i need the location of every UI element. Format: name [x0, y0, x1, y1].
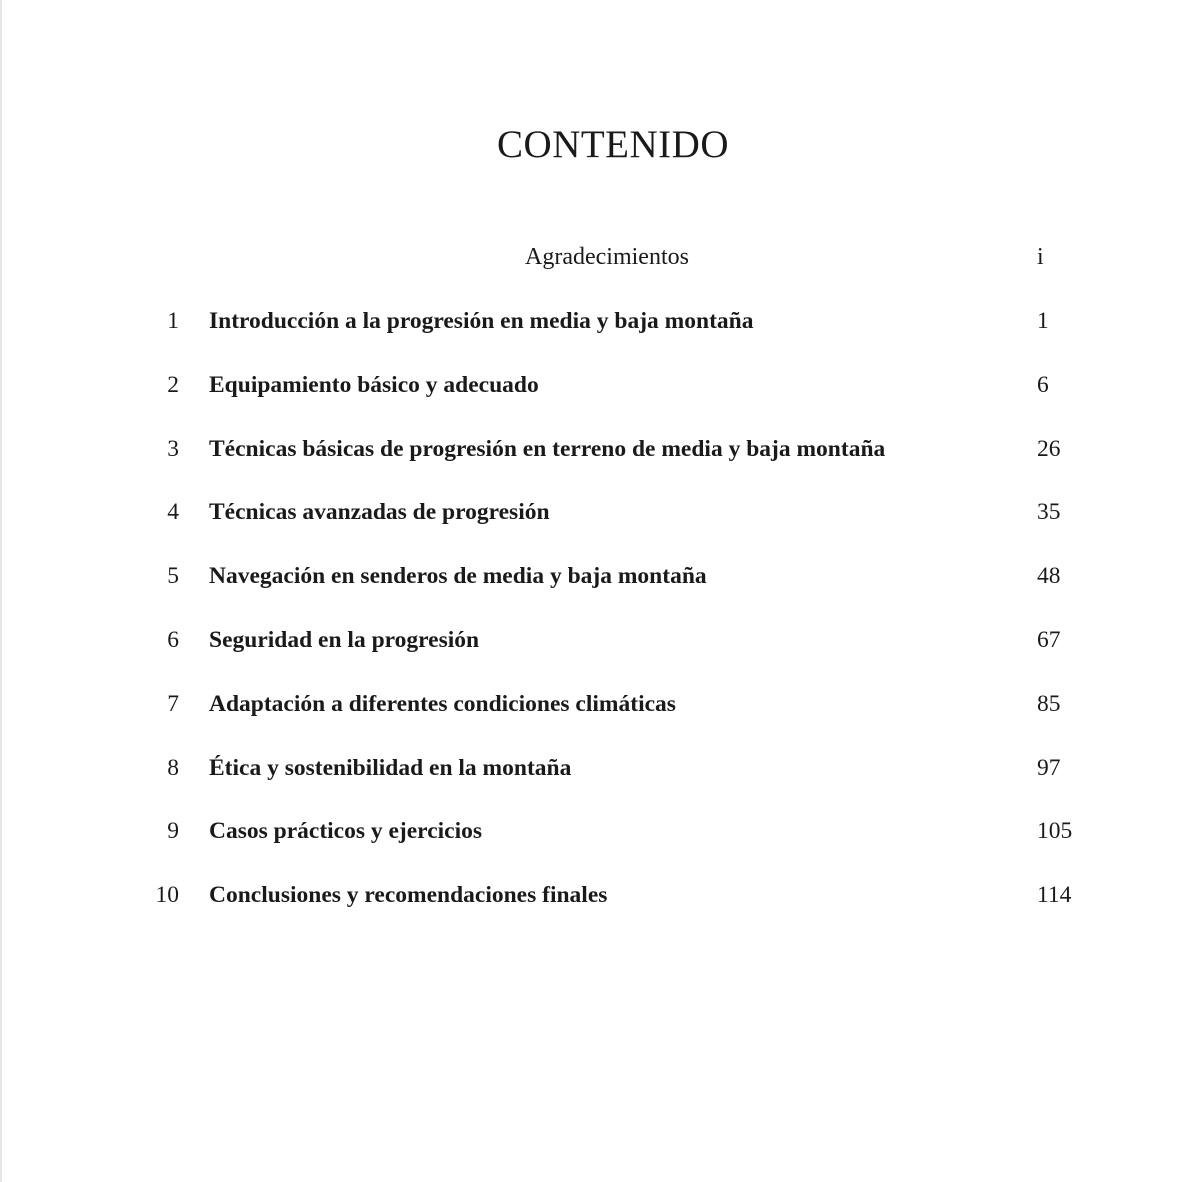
chapter-number: 9: [167, 818, 179, 845]
toc-entry[interactable]: [2, 499, 1200, 563]
toc-entry[interactable]: [2, 563, 1200, 627]
chapter-page: 67: [1037, 626, 1061, 653]
toc-entry-page: i: [1037, 244, 1044, 270]
chapter-number: 2: [167, 371, 179, 398]
toc-entry[interactable]: [2, 436, 1200, 500]
chapter-number: 3: [167, 435, 179, 462]
toc-list: [2, 308, 1200, 946]
chapter-number: 10: [155, 882, 179, 909]
chapter-title: Técnicas básicas de progresión en terreno de media y baja montaña: [209, 435, 886, 462]
chapter-title: Casos prácticos y ejercicios: [209, 818, 483, 845]
toc-entry-acknowledgements[interactable]: Agradecimientos: [525, 244, 689, 270]
chapter-title: Ética y sostenibilidad en la montaña: [209, 754, 572, 781]
chapter-page: 6: [1037, 371, 1049, 398]
toc-entry[interactable]: [2, 882, 1200, 946]
chapter-page: 1: [1037, 308, 1049, 334]
chapter-page: 48: [1037, 563, 1061, 590]
toc-entry[interactable]: [2, 818, 1200, 882]
toc-entry[interactable]: [2, 308, 1200, 372]
chapter-page: 35: [1037, 499, 1061, 526]
chapter-page: 97: [1037, 754, 1061, 781]
chapter-title: Conclusiones y recomendaciones finales: [209, 882, 608, 909]
chapter-title: Técnicas avanzadas de progresión: [209, 499, 550, 526]
chapter-number: 4: [167, 499, 179, 526]
page-title: CONTENIDO: [497, 123, 729, 166]
toc-entry[interactable]: [2, 755, 1200, 819]
chapter-title: Adaptación a diferentes condiciones climáticas: [209, 690, 676, 717]
chapter-title: Equipamiento básico y adecuado: [209, 371, 539, 398]
chapter-number: 7: [167, 690, 179, 717]
chapter-title: Seguridad en la progresión: [209, 626, 480, 653]
chapter-page: 105: [1037, 818, 1073, 845]
chapter-page: 114: [1037, 882, 1072, 909]
chapter-title: Introducción a la progresión en media y baja montaña: [209, 308, 754, 334]
chapter-number: 5: [167, 563, 179, 590]
chapter-page: 26: [1037, 435, 1061, 462]
chapter-number: 8: [167, 754, 179, 781]
toc-entry[interactable]: [2, 372, 1200, 436]
toc-entry[interactable]: [2, 691, 1200, 755]
chapter-title: Navegación en senderos de media y baja montaña: [209, 563, 707, 590]
chapter-number: 1: [167, 308, 179, 334]
chapter-page: 85: [1037, 690, 1061, 717]
chapter-number: 6: [167, 626, 179, 653]
toc-entry[interactable]: [2, 627, 1200, 691]
